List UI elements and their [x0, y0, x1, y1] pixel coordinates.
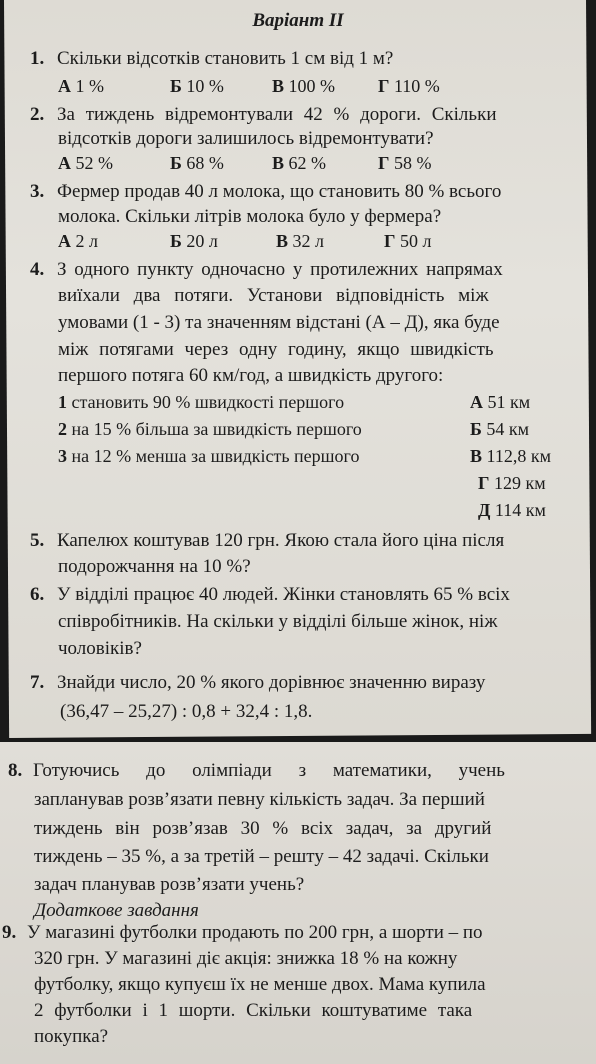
question-8-line-2: запланував розв’язати певну кількість задач. За перший — [34, 789, 485, 810]
question-text: Фермер продав 40 л молока, що становить 80 % всього — [57, 181, 502, 202]
question-number: 2. — [30, 104, 45, 125]
q1-option-a: А 1 % — [58, 76, 104, 96]
q4-condition-3: 3 на 12 % менша за швидкість першого — [58, 446, 360, 466]
question-number: 3. — [30, 181, 45, 202]
q2-option-b: Б 68 % — [170, 153, 224, 173]
question-8-line-1 — [8, 760, 505, 782]
q1-option-c: В 100 % — [272, 76, 336, 96]
question-number: 9. — [2, 922, 17, 943]
q3-option-b: Б 20 л — [170, 231, 218, 251]
question-6-line-1 — [30, 584, 510, 606]
q2-option-c: В 62 % — [272, 153, 327, 173]
question-5-line-2: подорожчання на 10 %? — [58, 556, 251, 577]
question-number: 1. — [30, 48, 45, 69]
question-7-line-1 — [30, 672, 485, 694]
extra-task-heading: Додаткове завдання — [34, 900, 199, 921]
question-8-line-5: задач планував розв’язати учень? — [34, 874, 305, 895]
question-4-line-1 — [30, 259, 503, 281]
question-text: Знайди число, 20 % якого дорівнює значенню виразу — [57, 672, 486, 693]
question-text: Капелюх коштував 120 грн. Якою стала його ціна після — [57, 530, 505, 551]
question-number: 4. — [30, 259, 45, 280]
q2-option-d: Г 58 % — [378, 153, 432, 173]
question-1 — [30, 48, 393, 70]
question-text: З одного пункту одночасно у протилежних напрямах — [57, 259, 503, 280]
question-4-line-4: між потягами через одну годину, якщо швидкість — [58, 339, 494, 360]
q4-answer-a: А 51 км — [470, 392, 531, 412]
page-title: Варіант II — [252, 10, 344, 31]
question-4-line-3: умовами (1 - 3) та значенням відстані (А – Д), яка буде — [58, 312, 500, 333]
question-4-line-2: виїхали два потяги. Установи відповідність між — [58, 285, 489, 306]
question-3-line-1 — [30, 181, 501, 203]
q3-option-d: Г 50 л — [384, 231, 432, 251]
question-9-line-1 — [2, 922, 483, 944]
question-8-line-4: тиждень – 35 %, а за третій – решту – 42 задачі. Скільки — [34, 846, 489, 867]
question-9-line-3: футболку, якщо купуєш їх не менше двох. Мама купила — [34, 974, 486, 995]
question-9-line-2: 320 грн. У магазині діє акція: знижка 18 % на кожну — [34, 948, 458, 969]
question-text: За тиждень відремонтували 42 % дороги. Скільки — [57, 104, 497, 125]
question-text: Скільки відсотків становить 1 см від 1 м? — [57, 48, 394, 69]
q2-option-a: А 52 % — [58, 153, 113, 173]
question-4-line-5: першого потяга 60 км/год, а швидкість другого: — [58, 365, 444, 386]
q3-option-c: В 32 л — [276, 231, 324, 251]
question-text: У відділі працює 40 людей. Жінки становлять 65 % всіх — [57, 584, 510, 605]
question-7-expression: (36,47 – 25,27) : 0,8 + 32,4 : 1,8. — [60, 701, 313, 722]
question-6-line-2: співробітників. На скільки у відділі більше жінок, ніж — [58, 611, 498, 632]
question-text: Готуючись до олімпіади з математики, учень — [33, 760, 505, 781]
question-8-line-3: тиждень він розв’язав 30 % всіх задач, за другий — [34, 818, 492, 839]
q4-answer-b: Б 54 км — [470, 419, 530, 439]
question-3-line-2: молока. Скільки літрів молока було у фермера? — [58, 206, 442, 227]
q3-option-a: А 2 л — [58, 231, 98, 251]
question-9-line-4: 2 футболки і 1 шорти. Скільки коштуватиме така — [34, 1000, 473, 1021]
question-number: 6. — [30, 584, 45, 605]
question-5-line-1 — [30, 530, 504, 552]
question-text: У магазині футболки продають по 200 грн, а шорти – по — [27, 922, 483, 943]
q4-condition-2: 2 на 15 % більша за швидкість першого — [58, 419, 362, 439]
question-9-line-5: покупка? — [34, 1026, 109, 1047]
question-6-line-3: чоловіків? — [58, 638, 142, 659]
question-2-line-1 — [30, 104, 550, 126]
question-number: 7. — [30, 672, 45, 693]
q4-answer-d: Г 129 км — [478, 473, 546, 493]
q4-condition-1: 1 становить 90 % швидкості першого — [58, 392, 345, 412]
q4-answer-e: Д 114 км — [478, 500, 546, 520]
q4-answer-c: В 112,8 км — [470, 446, 551, 466]
question-2-line-2: відсотків дороги залишилось відремонтувати? — [58, 128, 434, 149]
q1-option-b: Б 10 % — [170, 76, 224, 96]
q1-option-d: Г 110 % — [378, 76, 440, 96]
question-number: 5. — [30, 530, 45, 551]
question-number: 8. — [8, 760, 23, 781]
